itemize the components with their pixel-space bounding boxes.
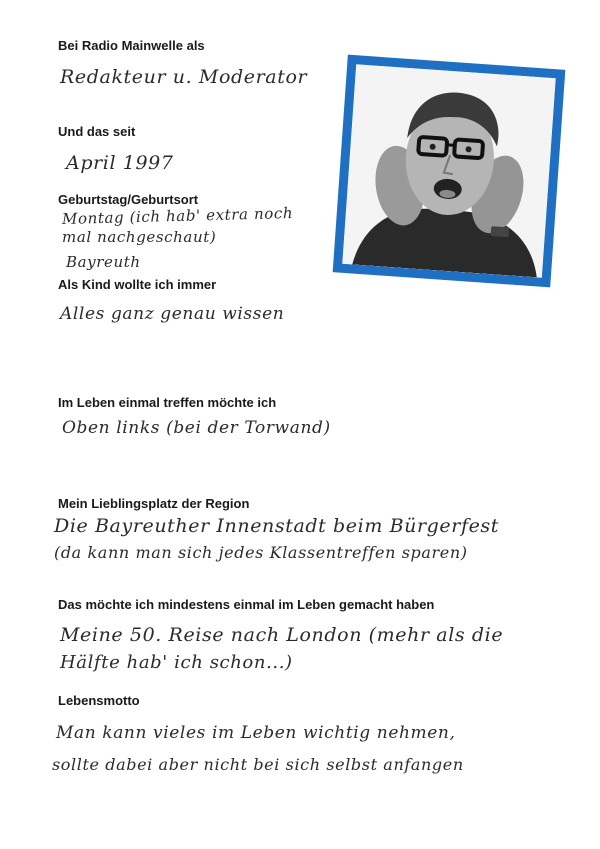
label-favorite-place: Mein Lieblingsplatz der Region xyxy=(58,496,250,511)
answer-birthplace: Bayreuth xyxy=(66,253,141,271)
answer-motto-line1: Man kann vieles im Leben wichtig nehmen, xyxy=(56,723,456,743)
label-radio-role: Bei Radio Mainwelle als xyxy=(58,38,205,53)
answer-radio-role: Redakteur u. Moderator xyxy=(60,66,308,88)
answer-favorite-place-line1: Die Bayreuther Innenstadt beim Bürgerfest xyxy=(54,515,500,537)
answer-bucket-list-line2: Hälfte hab' ich schon...) xyxy=(60,652,293,673)
answer-childhood: Alles ganz genau wissen xyxy=(60,304,285,324)
portrait-photo xyxy=(333,55,566,288)
answer-birthday-line2: mal nachgeschaut) xyxy=(62,228,217,246)
label-motto: Lebensmotto xyxy=(58,693,140,708)
answer-motto-line2: sollte dabei aber nicht bei sich selbst anfangen xyxy=(52,755,464,774)
answer-meet: Oben links (bei der Torwand) xyxy=(62,418,331,438)
answer-bucket-list-line1: Meine 50. Reise nach London (mehr als die xyxy=(60,624,504,646)
answer-favorite-place-line2: (da kann man sich jedes Klassentreffen sparen) xyxy=(54,543,468,562)
answer-since: April 1997 xyxy=(66,152,174,174)
label-meet: Im Leben einmal treffen möchte ich xyxy=(58,395,277,410)
label-childhood: Als Kind wollte ich immer xyxy=(58,277,217,292)
label-since: Und das seit xyxy=(58,124,136,139)
label-birthday: Geburtstag/Geburtsort xyxy=(58,192,199,207)
answer-birthday-line1: Montag (ich hab' extra noch xyxy=(61,203,294,228)
label-bucket-list: Das möchte ich mindestens einmal im Leben gemacht haben xyxy=(58,597,435,612)
portrait-photo-icon xyxy=(342,64,555,277)
